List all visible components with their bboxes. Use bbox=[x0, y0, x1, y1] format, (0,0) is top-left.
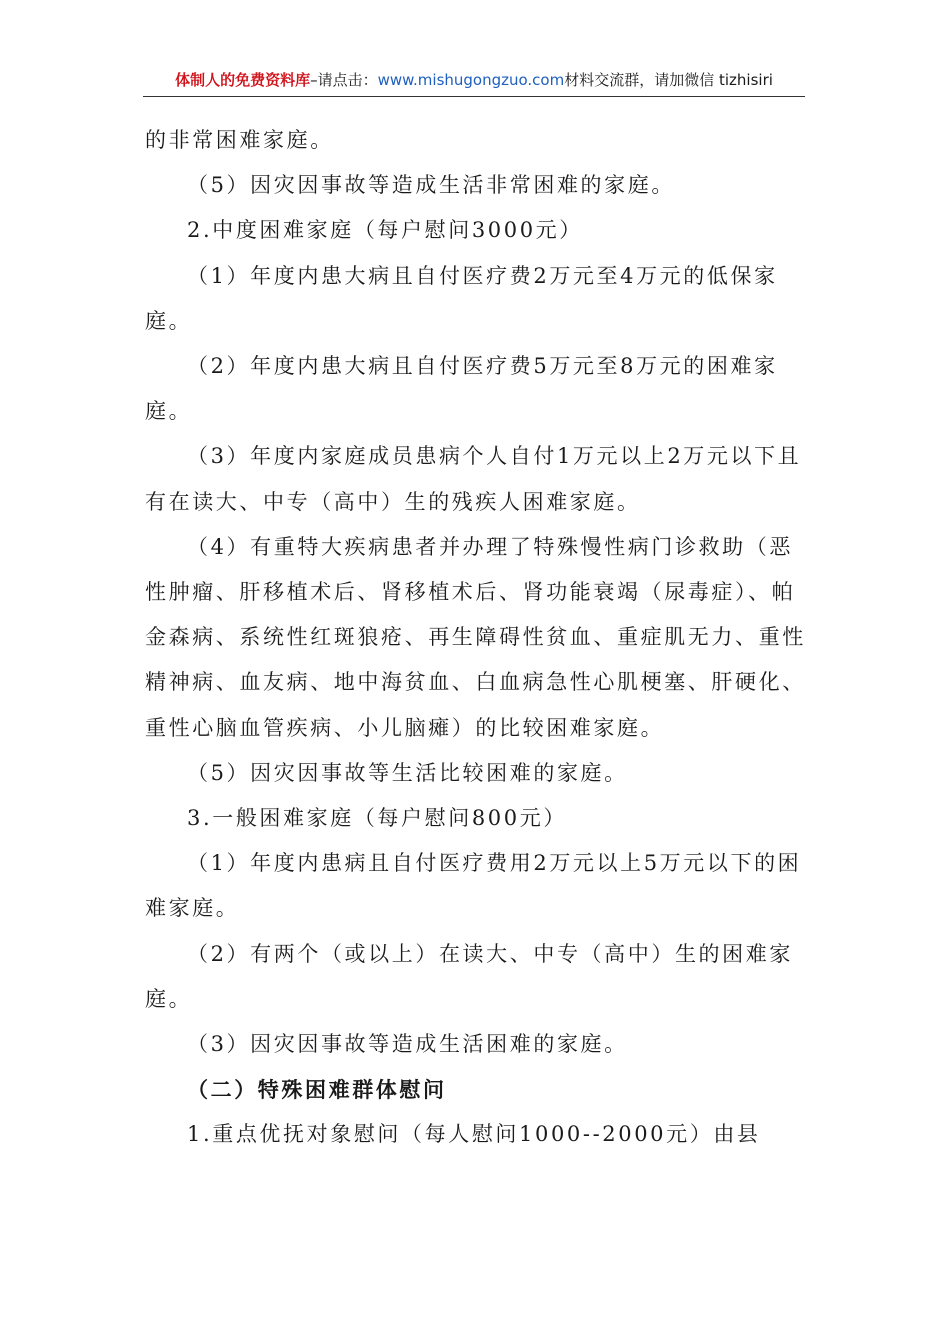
paragraph-heading: 3.一般困难家庭（每户慰问800元） bbox=[187, 806, 567, 831]
paragraph-item: （3）年度内家庭成员患病个人自付1万元以上2万元以下且有在读大、中专（高中）生的残疾人困难家庭。 bbox=[145, 444, 802, 514]
paragraph-item: （5）因灾因事故等生活比较困难的家庭。 bbox=[187, 760, 628, 785]
paragraph-item: （4）有重特大疾病患者并办理了特殊慢性病门诊救助（恶性肿瘤、肝移植术后、肾移植术后、肾功能衰竭（尿毒症）、帕金森病、系统性红斑狼疮、再生障碍性贫血、重症肌无力、重性精神病、血友病、地中海贫血、白血病急性心肌梗塞、肝硬化、重性心脑血管疾病、小儿脑瘫）的比较困难家庭。 bbox=[145, 534, 806, 740]
page-header bbox=[143, 66, 805, 97]
paragraph-item: （2）有两个（或以上）在读大、中专（高中）生的困难家庭。 bbox=[145, 941, 793, 1011]
paragraph-item: （1）年度内患病且自付医疗费用2万元以上5万元以下的困难家庭。 bbox=[145, 851, 802, 921]
header-prompt: –请点击： bbox=[310, 71, 378, 89]
document-body bbox=[145, 118, 808, 1158]
paragraph-item: （1）年度内患大病且自付医疗费2万元至4万元的低保家庭。 bbox=[145, 263, 778, 333]
header-brand: 体制人的免费资料库 bbox=[175, 71, 311, 89]
paragraph-item: （2）年度内患大病且自付医疗费5万元至8万元的困难家庭。 bbox=[145, 354, 778, 424]
header-link[interactable]: www.mishugongzuo.com bbox=[377, 71, 565, 89]
header-tail: 材料交流群，请加微信 tizhisiri bbox=[564, 71, 773, 89]
paragraph-heading: 2.中度困难家庭（每户慰问3000元） bbox=[187, 218, 583, 243]
paragraph-continuation: 的非常困难家庭。 bbox=[145, 128, 334, 152]
paragraph-item: （5）因灾因事故等造成生活非常困难的家庭。 bbox=[187, 173, 675, 198]
section-heading: （二）特殊困难群体慰问 bbox=[187, 1077, 447, 1103]
paragraph-item: 1.重点优抚对象慰问（每人慰问1000--2000元）由县 bbox=[187, 1122, 761, 1147]
paragraph-item: （3）因灾因事故等造成生活困难的家庭。 bbox=[187, 1032, 628, 1057]
